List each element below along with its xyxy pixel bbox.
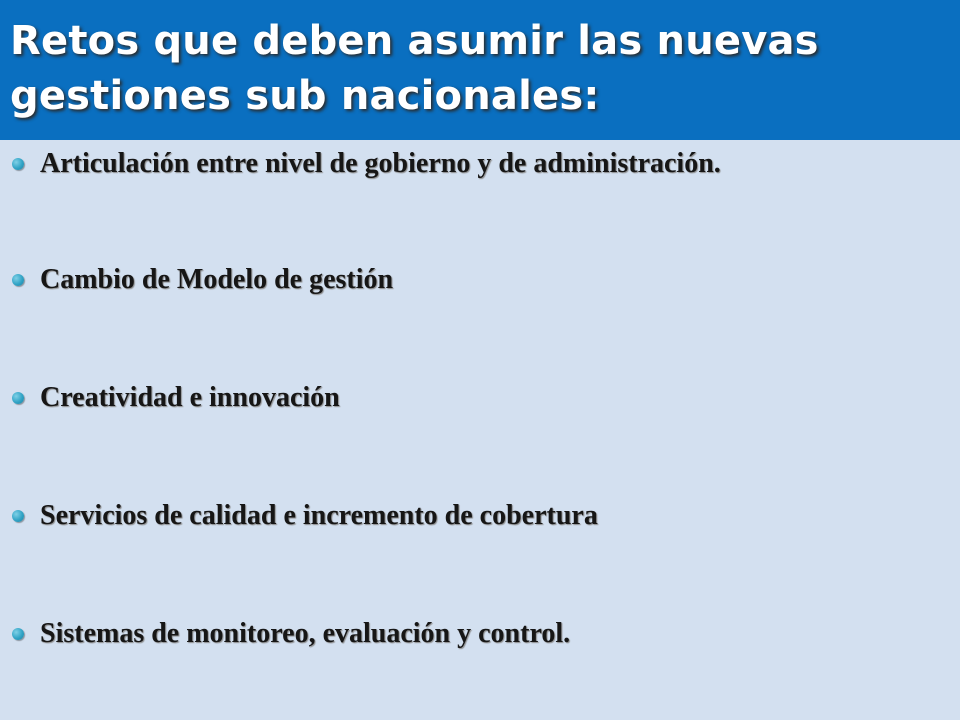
round-bullet-icon — [12, 628, 24, 640]
bullet-text: Creatividad e innovación — [40, 382, 340, 413]
bullet-item — [12, 498, 952, 534]
bullet-item — [12, 616, 952, 652]
bullet-text: Articulación entre nivel de gobierno y de administración. — [40, 148, 721, 179]
bullet-item — [12, 380, 952, 416]
bullet-text: Cambio de Modelo de gestión — [40, 264, 394, 295]
round-bullet-icon — [12, 158, 24, 170]
round-bullet-icon — [12, 274, 24, 286]
round-bullet-icon — [12, 392, 24, 404]
title-line-2: gestiones sub nacionales: — [10, 73, 600, 119]
bullet-item — [12, 262, 952, 298]
round-bullet-icon — [12, 510, 24, 522]
bullet-text: Servicios de calidad e incremento de cobertura — [40, 500, 598, 531]
bullet-item — [12, 146, 952, 182]
bullet-text: Sistemas de monitoreo, evaluación y control. — [40, 618, 571, 649]
title-line-1: Retos que deben asumir las nuevas — [10, 18, 819, 64]
